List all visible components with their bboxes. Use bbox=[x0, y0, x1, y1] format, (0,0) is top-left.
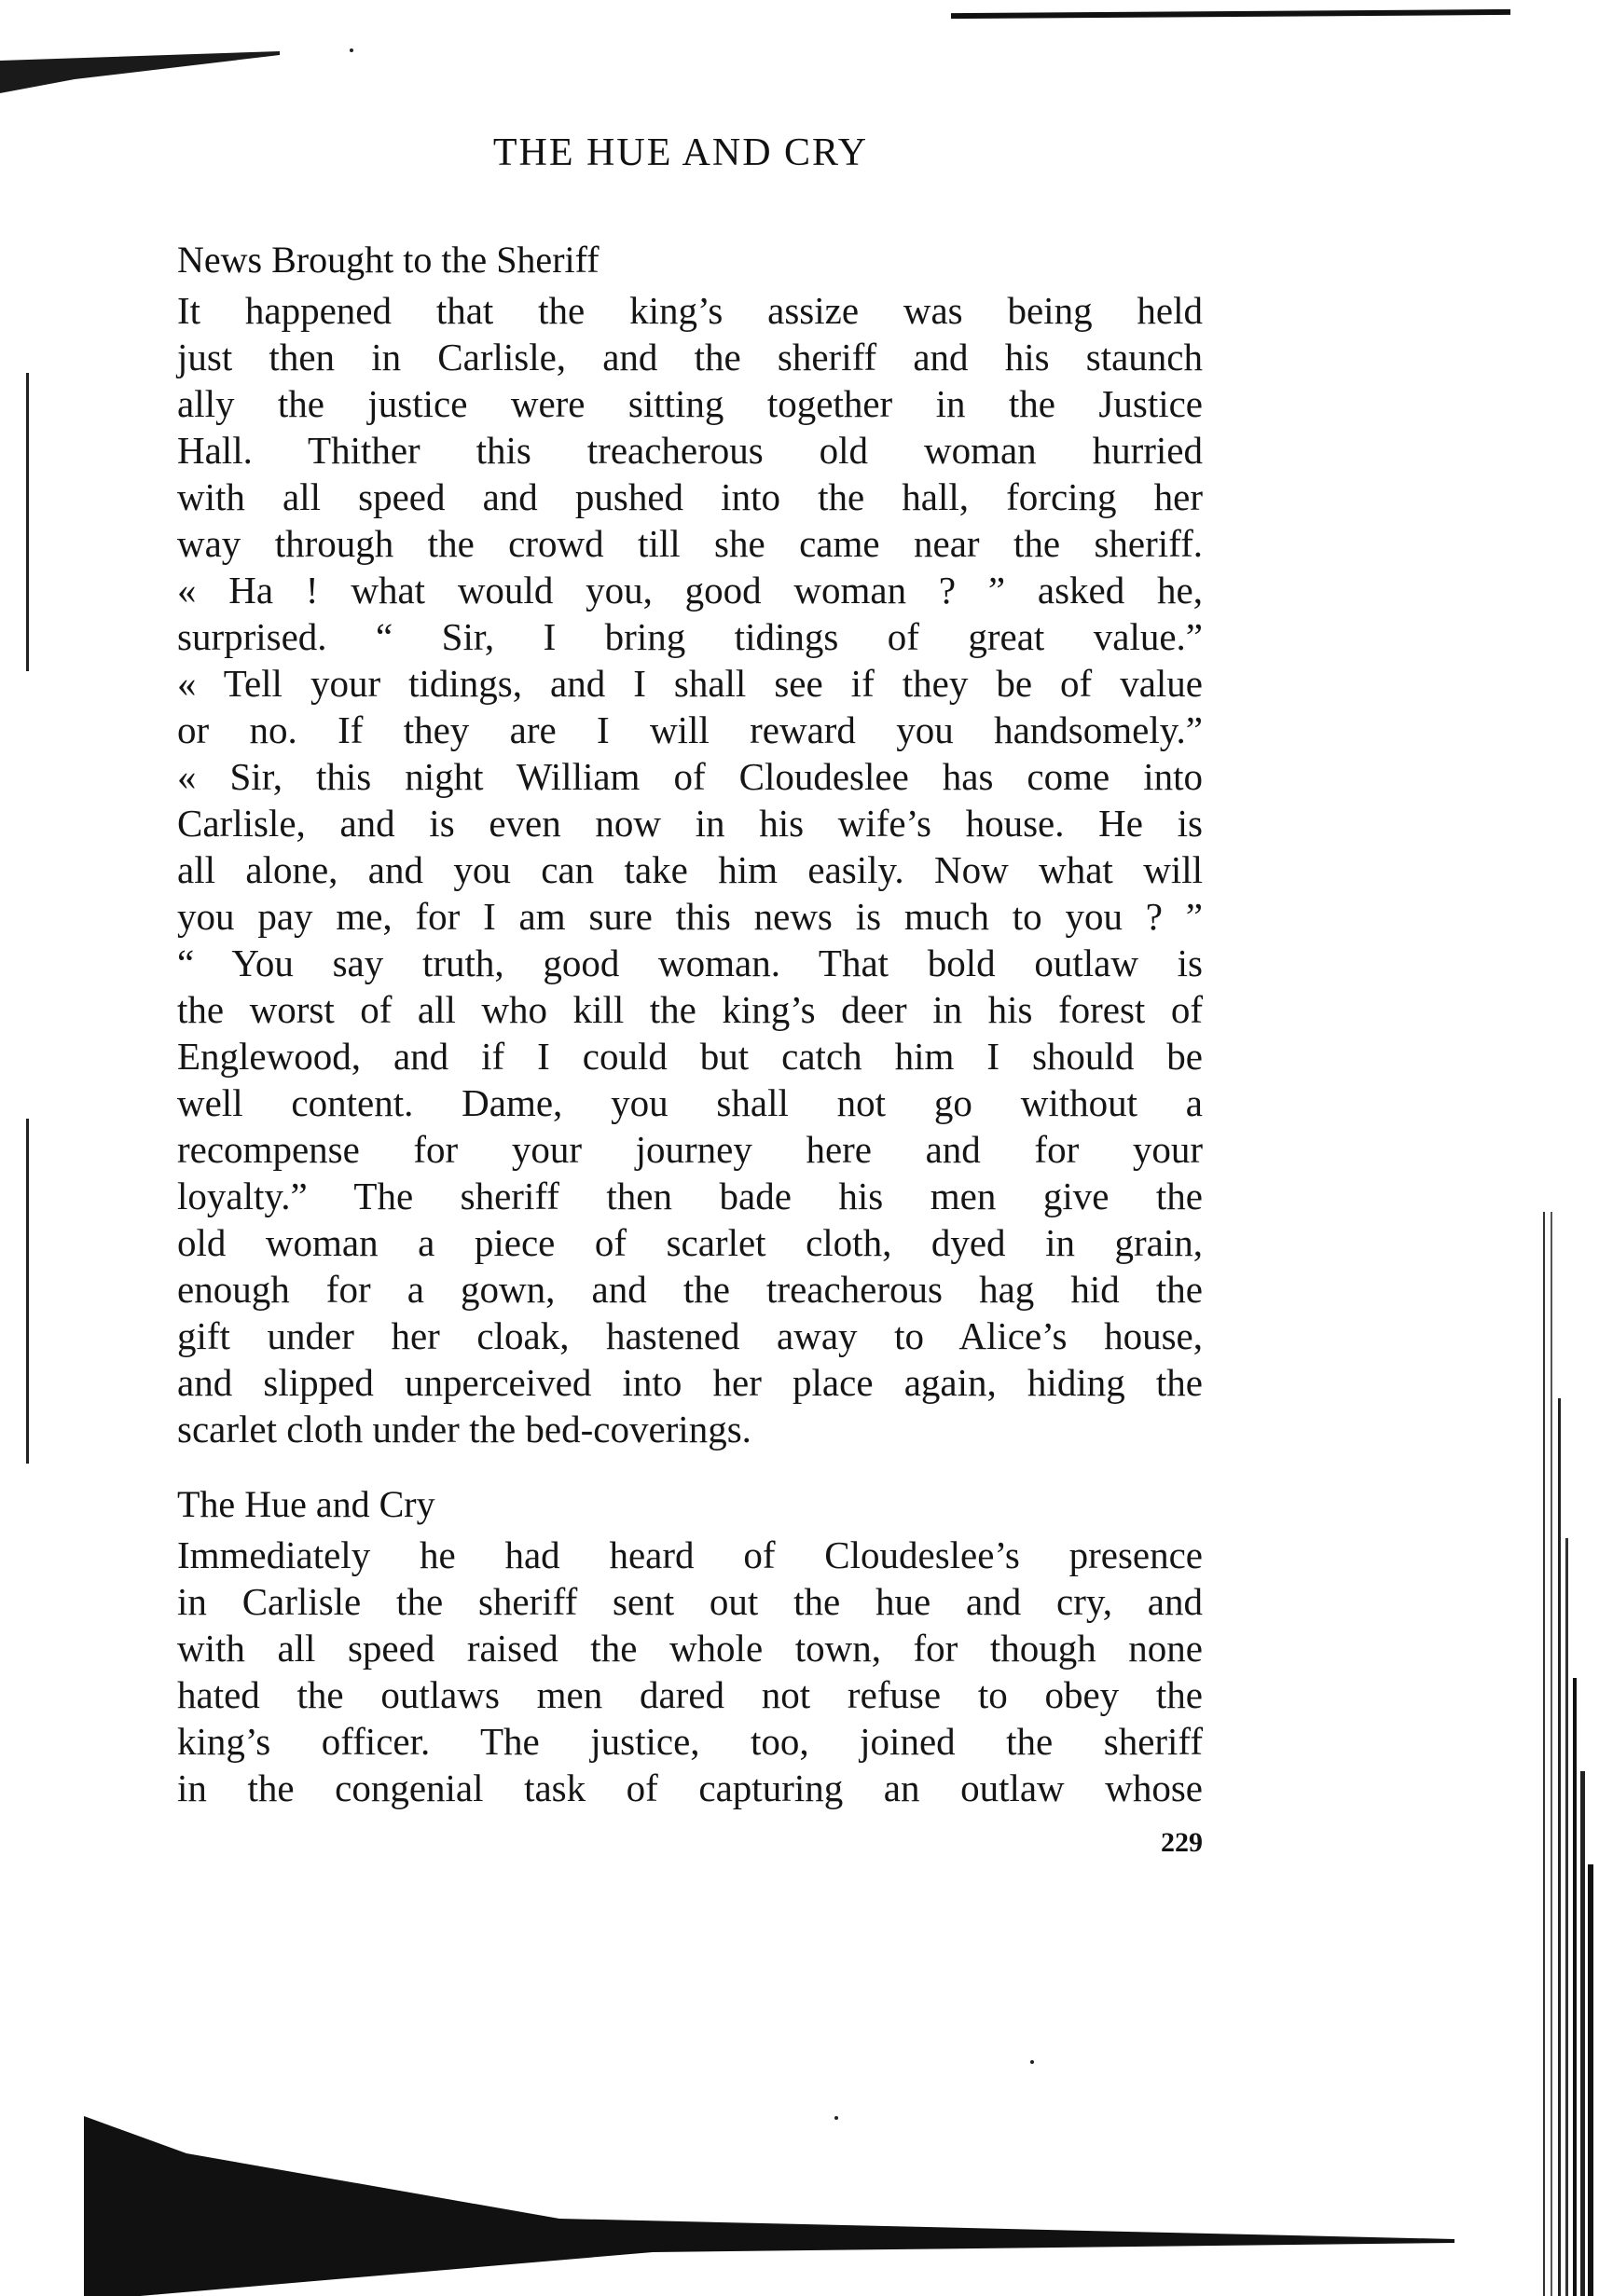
text-line: the worst of all who kill the king’s deer in his forest of bbox=[177, 988, 1203, 1031]
text-line: well content. Dame, you shall not go without a bbox=[177, 1081, 1203, 1124]
text-line: « Tell your tidings, and I shall see if they be of value bbox=[177, 662, 1203, 705]
text-line: Immediately he had heard of Cloudeslee’s presence bbox=[177, 1533, 1203, 1576]
text-line: ally the justice were sitting together in the Justice bbox=[177, 382, 1203, 425]
book-spine-edge bbox=[1543, 1212, 1599, 2296]
section-heading: The Hue and Cry bbox=[177, 1483, 435, 1525]
text-line: in the congenial task of capturing an outlaw whose bbox=[177, 1767, 1203, 1809]
text-line: Carlisle, and is even now in his wife’s house. He is bbox=[177, 802, 1203, 845]
text-line: with all speed raised the whole town, for though none bbox=[177, 1627, 1203, 1670]
text-line: you pay me, for I am sure this news is much to you ? ” bbox=[177, 895, 1203, 938]
text-line: old woman a piece of scarlet cloth, dyed in grain, bbox=[177, 1221, 1203, 1264]
text-line: recompense for your journey here and for your bbox=[177, 1128, 1203, 1171]
page-number: 229 bbox=[1161, 1827, 1203, 1858]
scan-margin-line bbox=[26, 373, 29, 671]
text-line: in Carlisle the sheriff sent out the hue and cry, and bbox=[177, 1580, 1203, 1623]
text-line: hated the outlaws men dared not refuse to obey the bbox=[177, 1673, 1203, 1716]
scan-corner-smudge bbox=[0, 51, 280, 93]
text-line: scarlet cloth under the bed-coverings. bbox=[177, 1408, 751, 1450]
running-head: THE HUE AND CRY bbox=[492, 131, 869, 174]
scan-speck bbox=[834, 2116, 838, 2120]
text-line: or no. If they are I will reward you handsomely.” bbox=[177, 708, 1203, 751]
section-heading: News Brought to the Sheriff bbox=[177, 239, 600, 281]
text-line: It happened that the king’s assize was being held bbox=[177, 289, 1203, 332]
scan-speck bbox=[350, 48, 353, 52]
text-line: surprised. “ Sir, I bring tidings of great value.” bbox=[177, 615, 1203, 658]
text-line: just then in Carlisle, and the sheriff and his staunch bbox=[177, 336, 1203, 378]
text-line: king’s officer. The justice, too, joined the sheriff bbox=[177, 1720, 1203, 1763]
text-line: all alone, and you can take him easily. Now what will bbox=[177, 848, 1203, 891]
text-line: Englewood, and if I could but catch him I should be bbox=[177, 1035, 1203, 1078]
text-line: “ You say truth, good woman. That bold outlaw is bbox=[177, 942, 1203, 984]
text-line: « Ha ! what would you, good woman ? ” asked he, bbox=[177, 569, 1203, 612]
text-line: way through the crowd till she came near the sheriff. bbox=[177, 522, 1203, 565]
scan-speck bbox=[1030, 2060, 1034, 2064]
scan-margin-line bbox=[26, 1119, 29, 1464]
text-line: gift under her cloak, hastened away to Alice’s house, bbox=[177, 1314, 1203, 1357]
text-line: with all speed and pushed into the hall, forcing her bbox=[177, 475, 1203, 518]
section-hue-and-cry bbox=[177, 1482, 1203, 1811]
text-line: loyalty.” The sheriff then bade his men give the bbox=[177, 1175, 1203, 1217]
text-line: and slipped unperceived into her place again, hiding the bbox=[177, 1361, 1203, 1404]
text-line: Hall. Thither this treacherous old woman hurried bbox=[177, 429, 1203, 472]
text-line: enough for a gown, and the treacherous hag hid the bbox=[177, 1268, 1203, 1311]
scan-bottom-smudge bbox=[0, 2042, 1454, 2296]
section-news-brought bbox=[177, 238, 1203, 1452]
scan-edge-rule bbox=[951, 9, 1510, 19]
text-line: « Sir, this night William of Cloudeslee has come into bbox=[177, 755, 1203, 798]
